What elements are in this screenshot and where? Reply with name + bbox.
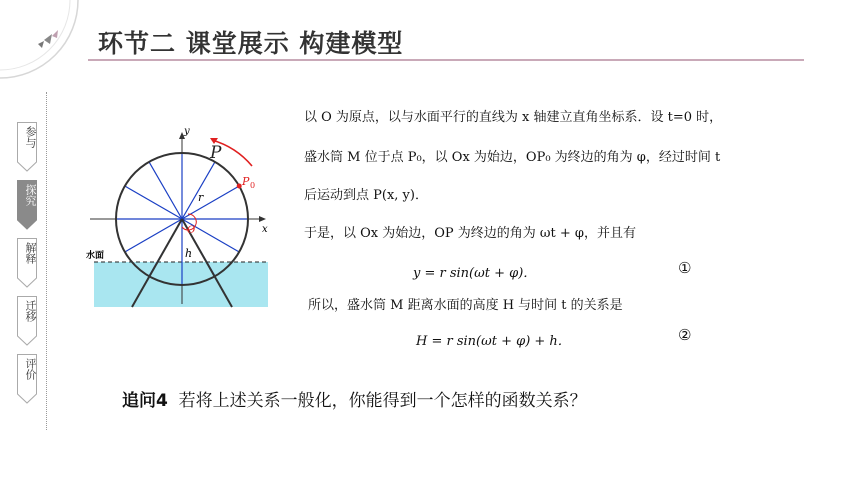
height-label: h	[185, 247, 193, 260]
point-p0-subscript: 0	[250, 181, 256, 190]
nav-item-evaluate[interactable]	[17, 354, 37, 404]
point-p-label: P	[210, 143, 222, 163]
radius-label: r	[198, 191, 204, 204]
nav-item-explain[interactable]	[17, 238, 37, 288]
text-line-5: 所以，盛水筒 M 距离水面的高度 H 与时间 t 的关系是	[308, 298, 623, 313]
follow-up-question	[122, 386, 587, 411]
nav-item-transfer[interactable]	[17, 296, 37, 346]
nav-divider	[46, 92, 47, 430]
equation-2: H = r sin(ωt + φ) + h．	[416, 334, 571, 349]
question-text: 若将上述关系一般化，你能得到一个怎样的函数关系？	[178, 391, 587, 411]
nav-item-label: 解释	[24, 242, 37, 264]
equation-1-number: ①	[678, 259, 692, 277]
nav-item-label: 迁移	[24, 300, 37, 322]
text-line-3: 后运动到点 P(x, y)．	[304, 188, 428, 203]
equation-2-number: ②	[678, 326, 692, 344]
page-title: 环节二 课堂展示 构建模型	[98, 29, 404, 58]
text-line-1: 以 O 为原点，以与水面平行的直线为 x 轴建立直角坐标系．设 t=0 时，	[304, 110, 723, 125]
origin-label: O	[187, 225, 196, 236]
x-axis-arrow	[259, 216, 266, 222]
nav-item-label: 评价	[24, 358, 37, 380]
nav-item-participate[interactable]	[17, 122, 37, 172]
question-prefix: 追问4	[122, 391, 168, 411]
point-p0-label: P	[242, 175, 250, 188]
corner-decoration	[0, 0, 88, 88]
point-p0-dot	[237, 184, 242, 189]
water-wheel-diagram	[84, 108, 274, 318]
text-line-4: 于是，以 Ox 为始边，OP 为终边的角为 ωt + φ，并且有	[304, 226, 637, 241]
nav-item-label: 探究	[24, 184, 37, 206]
text-line-2: 盛水筒 M 位于点 P₀，以 Ox 为始边，OP₀ 为终边的角为 φ，经过时间 t	[304, 150, 721, 165]
x-axis-label: x	[262, 224, 268, 235]
nav-item-label: 参与	[24, 126, 37, 148]
y-axis-label: y	[184, 126, 190, 137]
nav-item-explore[interactable]	[17, 180, 37, 230]
title-underline	[88, 59, 804, 61]
water-label: 水面	[86, 251, 105, 261]
equation-1: y = r sin(ωt + φ)．	[413, 266, 537, 281]
